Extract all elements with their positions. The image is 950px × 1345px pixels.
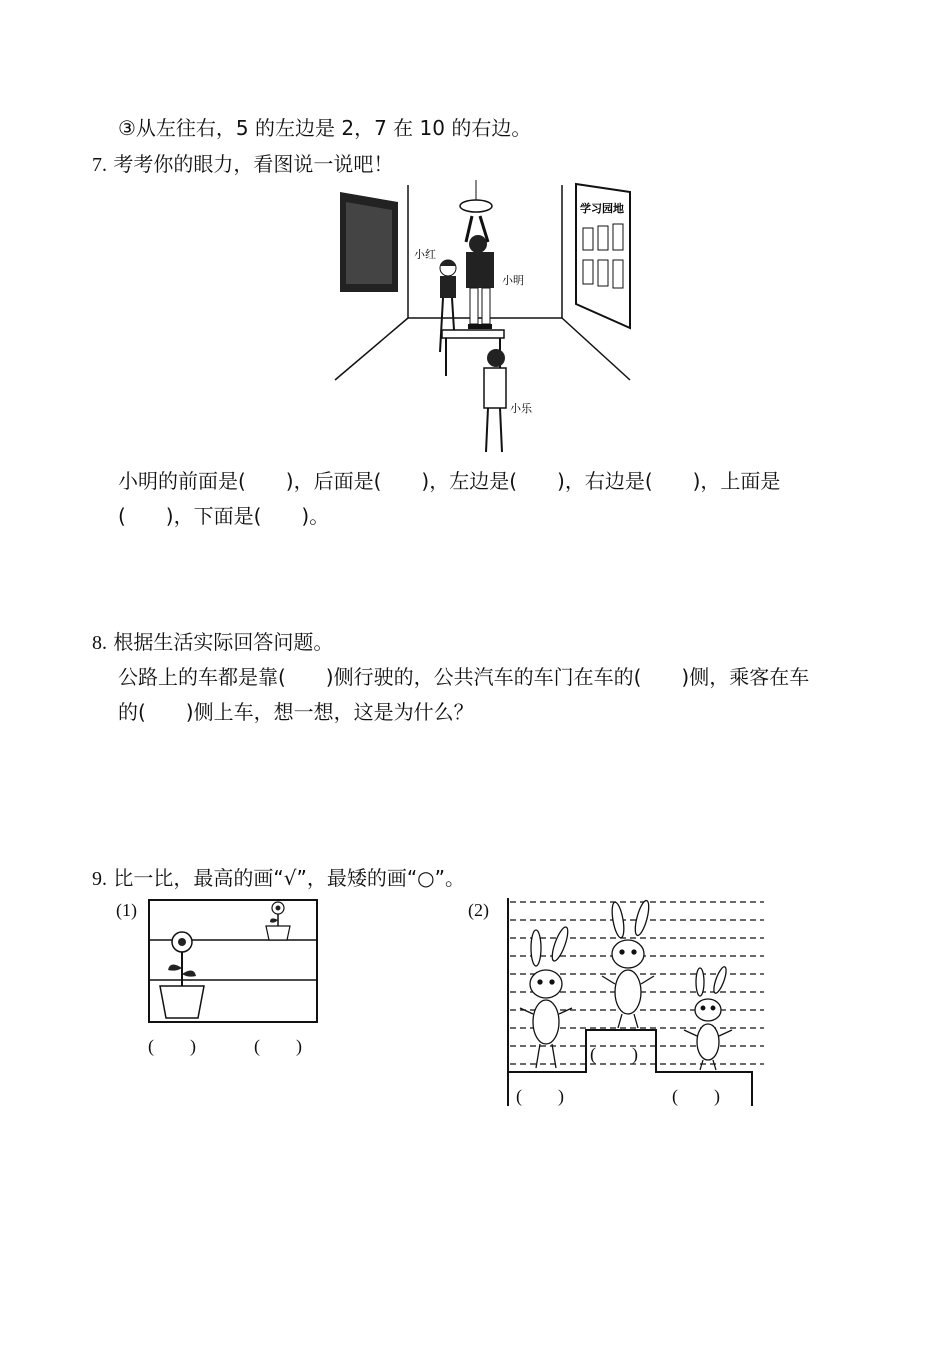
label-xiaole: 小乐 [510, 402, 532, 415]
blackboard [340, 192, 398, 292]
label-xiaohong: 小红 [414, 248, 436, 261]
q8-heading [92, 628, 333, 657]
q9-part1-blank-right[interactable]: ( ) [254, 1036, 302, 1056]
q7-classroom-illustration [330, 180, 640, 460]
q9-part1-figure [148, 898, 320, 1026]
xiaoming-figure [466, 216, 494, 329]
q9-part1-label: (1) [116, 900, 137, 920]
q6-item3: ③从左往右，5 的左边是 2，7 在 10 的右边。 [118, 116, 532, 140]
q9-part2-label: (2) [468, 900, 489, 920]
ceiling-lamp [460, 180, 492, 212]
rabbit-left [520, 925, 572, 1068]
rabbit-middle [602, 899, 654, 1028]
q8-line2: 的( )侧上车，想一想，这是为什么？ [118, 700, 474, 724]
board-title: 学习园地 [580, 202, 624, 215]
q9-heading [92, 864, 465, 893]
q8-number: 8. [92, 632, 107, 654]
q9-part2-blank-left[interactable]: ( ) [516, 1086, 564, 1106]
short-flower-pot [266, 902, 290, 940]
q9-part2-figure [500, 896, 770, 1110]
q8-prompt: 根据生活实际回答问题。 [113, 630, 334, 654]
q9-part2-blank-right[interactable]: ( ) [672, 1086, 720, 1106]
q7-answer-line2: ( )，下面是( )。 [118, 504, 330, 528]
q7-prompt: 考考你的眼力，看图说一说吧！ [113, 152, 394, 176]
label-xiaoming: 小明 [502, 274, 524, 287]
q9-part1-blank-left[interactable]: ( ) [148, 1036, 196, 1056]
q9-prompt: 比一比，最高的画“√”，最矮的画“○”。 [113, 866, 465, 890]
q7-heading [92, 150, 393, 179]
study-corner-board [576, 184, 630, 328]
tall-flower-pot [160, 932, 204, 1018]
xiaole-figure [484, 349, 506, 452]
rabbit-right [684, 965, 732, 1070]
q9-number: 9. [92, 868, 107, 890]
q9-part2-blank-middle[interactable]: ( ) [590, 1044, 638, 1064]
q7-answer-line1: 小明的前面是( )，后面是( )，左边是( )，右边是( )，上面是 [118, 469, 781, 493]
q7-number: 7. [92, 154, 107, 176]
q8-line1: 公路上的车都是靠( )侧行驶的，公共汽车的车门在车的( )侧，乘客在车 [118, 665, 810, 689]
